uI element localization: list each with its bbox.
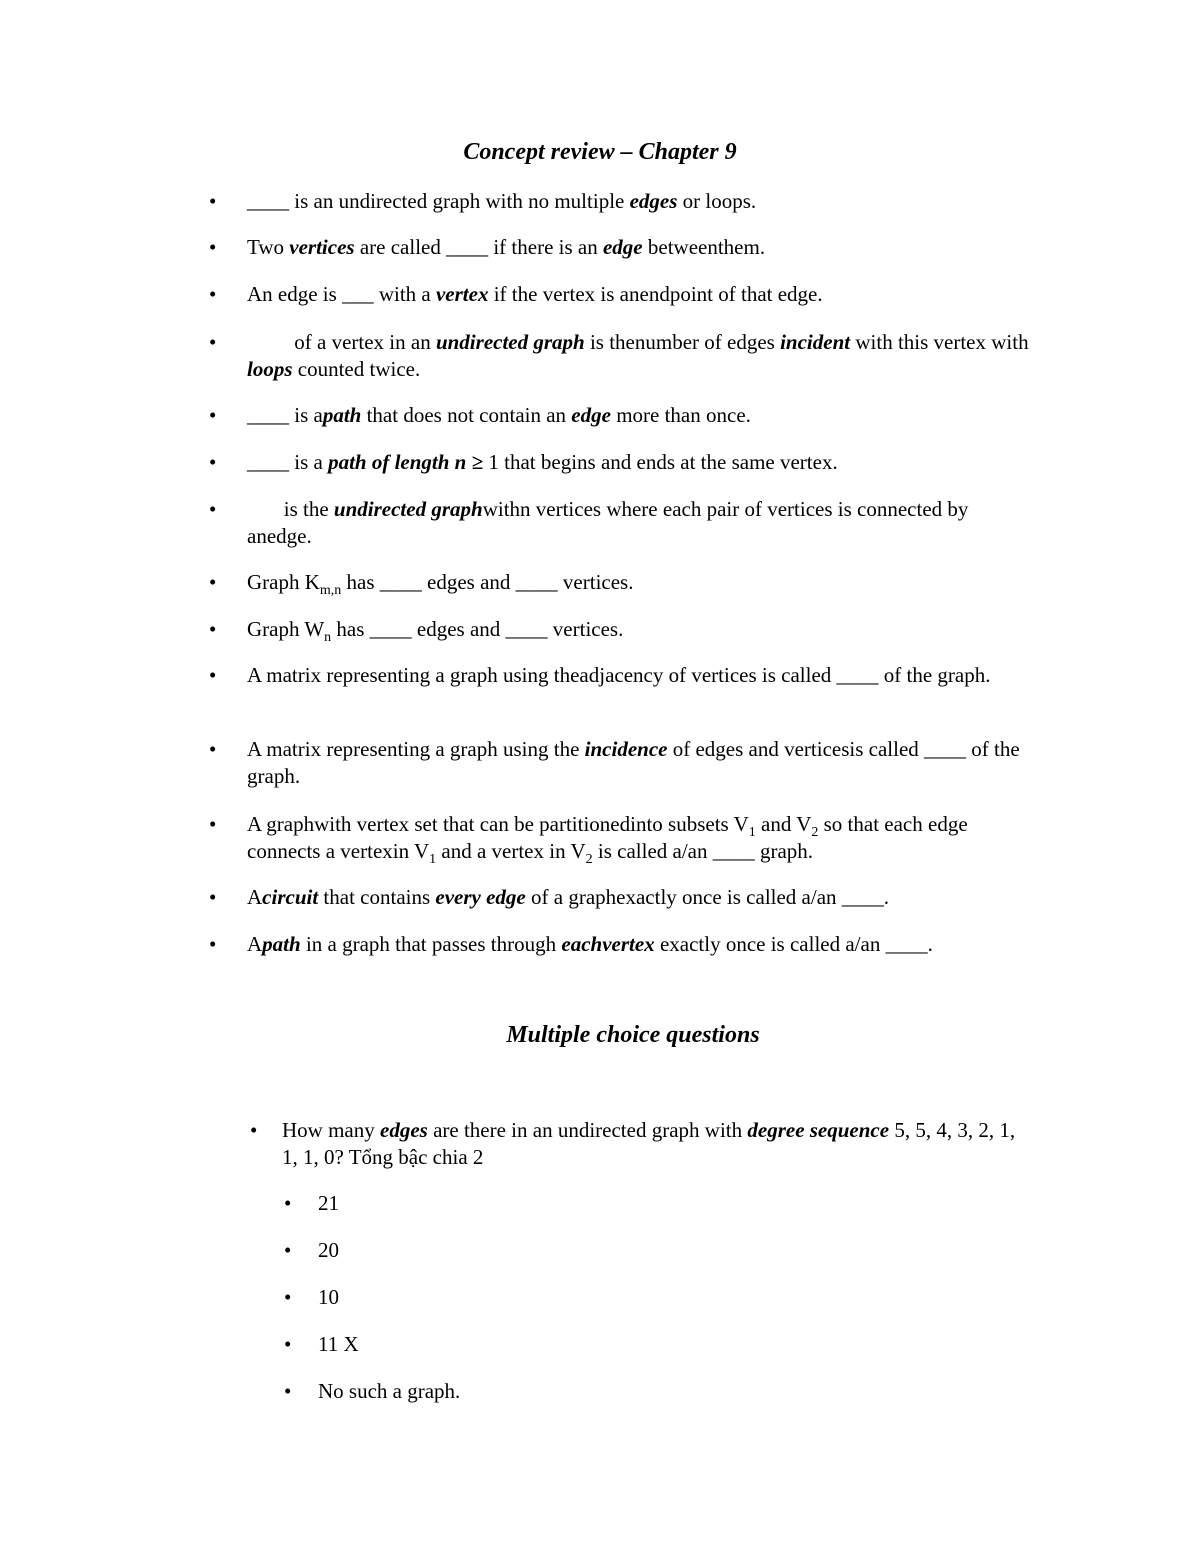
emphasized-term: edges <box>380 1118 428 1142</box>
text-run: has ____ edges and ____ vertices. <box>341 570 634 594</box>
bullet-icon: • <box>284 1285 292 1309</box>
emphasized-term: edge <box>602 235 643 259</box>
bullet-icon: • <box>284 1238 292 1262</box>
concept-item-text <box>247 188 1037 215</box>
text-run: and V <box>755 812 812 836</box>
bullet-icon: • <box>209 885 217 909</box>
bullet-icon: • <box>209 663 217 687</box>
text-run: An edge is ___ with a <box>247 282 436 306</box>
text-run: withn vertices where each pair of vertices is connected by anedge. <box>247 497 974 548</box>
text-run: 5, 5, 4, 3, 2, 1, 1, 1, 0? Tổng bậc chia 2 <box>282 1118 1021 1169</box>
bullet-icon: • <box>209 497 217 521</box>
emphasized-term: path <box>262 932 301 956</box>
multiple-choice-heading: Multiple choice questions <box>506 1022 760 1048</box>
text-run: How many <box>282 1118 380 1142</box>
concept-item-text <box>247 616 1037 646</box>
subscript: m,n <box>319 583 342 599</box>
text-run: of edges and verticesis called ____ of the graph. <box>247 737 1025 788</box>
text-run: A matrix representing a graph using theadjacency of vertices is called ____ of the graph. <box>247 663 991 687</box>
text-run: Two <box>247 235 290 259</box>
bullet-icon: • <box>209 235 217 259</box>
emphasized-term: vertices <box>289 235 355 259</box>
text-run: so that each edge connects a vertexin V <box>247 812 973 863</box>
subscript: n <box>324 630 332 646</box>
emphasized-term: circuit <box>262 885 319 909</box>
bullet-icon: • <box>284 1332 292 1356</box>
concept-item-text <box>247 281 1037 308</box>
text-run: Graph W <box>247 617 325 641</box>
bullet-icon: • <box>284 1191 292 1215</box>
concept-item-text <box>247 496 1037 550</box>
emphasized-term: undirected graph <box>435 330 585 354</box>
text-run: of a graphexactly once is called a/an ____. <box>525 885 890 909</box>
text-run: A graphwith vertex set that can be partitionedinto subsets V <box>247 812 749 836</box>
emphasized-term: edge <box>571 403 611 427</box>
text-run: are called ____ if there is an <box>354 235 603 259</box>
bullet-icon: • <box>209 450 217 474</box>
bullet-icon: • <box>209 737 217 761</box>
emphasized-term: path <box>322 403 362 427</box>
text-run: that contains <box>318 885 436 909</box>
concept-item-text <box>247 569 1037 599</box>
text-run: A <box>247 885 263 909</box>
emphasized-term: path of length n ≥ <box>328 450 484 474</box>
answer-option-text: No such a graph. <box>318 1379 461 1403</box>
text-run: is thenumber of edges <box>584 330 781 354</box>
emphasized-term: incident <box>780 330 851 354</box>
emphasized-term: undirected graph <box>333 497 483 521</box>
bullet-icon: • <box>250 1118 258 1142</box>
text-run: A matrix representing a graph using the <box>247 737 585 761</box>
concept-item-text <box>247 449 1037 476</box>
emphasized-term: edges <box>629 189 678 213</box>
concept-item-text <box>247 811 1037 868</box>
text-run: are there in an undirected graph with <box>427 1118 748 1142</box>
concept-item-text <box>247 931 1037 958</box>
text-run: ____ is an undirected graph with no multiple <box>247 189 630 213</box>
text-run: is called a/an ____ graph. <box>592 839 814 863</box>
subscript: 1 <box>748 825 756 841</box>
emphasized-term: incidence <box>584 737 668 761</box>
answer-option-text: 21 <box>318 1191 339 1215</box>
concept-item-text <box>247 234 1037 261</box>
bullet-icon: • <box>209 570 217 594</box>
concept-item-text <box>247 736 1037 790</box>
text-run: is the <box>247 497 334 521</box>
text-run: has ____ edges and ____ vertices. <box>331 617 624 641</box>
subscript: 2 <box>811 825 819 841</box>
text-run: in a graph that passes through <box>300 932 562 956</box>
concept-item-text <box>247 402 1037 429</box>
bullet-icon: • <box>209 330 217 354</box>
text-run: that does not contain an <box>361 403 572 427</box>
emphasized-term: eachvertex <box>561 932 655 956</box>
concept-item-text <box>247 884 1037 911</box>
text-run: and a vertex in V <box>436 839 586 863</box>
bullet-icon: • <box>209 189 217 213</box>
concept-item-text <box>247 329 1037 383</box>
text-run: more than once. <box>610 403 751 427</box>
answer-option-text: 11 X <box>318 1332 359 1356</box>
answer-option-text: 20 <box>318 1238 339 1262</box>
text-run: betweenthem. <box>642 235 766 259</box>
text-run: Graph K <box>247 570 320 594</box>
concept-item-text <box>247 662 1037 689</box>
bullet-icon: • <box>209 282 217 306</box>
bullet-icon: • <box>209 403 217 427</box>
text-run: exactly once is called a/an ____. <box>654 932 933 956</box>
emphasized-term: vertex <box>435 282 489 306</box>
bullet-icon: • <box>209 812 217 836</box>
subscript: 1 <box>429 852 437 868</box>
text-run: counted twice. <box>292 357 421 381</box>
text-run: 1 that begins and ends at the same vertex. <box>483 450 838 474</box>
text-run: or loops. <box>677 189 757 213</box>
bullet-icon: • <box>284 1379 292 1403</box>
question-stem-text <box>282 1117 1022 1171</box>
emphasized-term: every edge <box>435 885 526 909</box>
text-run: A <box>247 932 263 956</box>
bullet-icon: • <box>209 932 217 956</box>
answer-option-text: 10 <box>318 1285 339 1309</box>
bullet-icon: • <box>209 617 217 641</box>
text-run: of a vertex in an <box>247 330 436 354</box>
emphasized-term: loops <box>247 357 293 381</box>
concept-review-heading: Concept review – Chapter 9 <box>463 139 737 165</box>
text-run: if the vertex is anendpoint of that edge. <box>488 282 823 306</box>
emphasized-term: degree sequence <box>747 1118 890 1142</box>
text-run: with this vertex with <box>850 330 1034 354</box>
subscript: 2 <box>585 852 593 868</box>
text-run: ____ is a <box>247 450 329 474</box>
text-run: ____ is a <box>247 403 323 427</box>
